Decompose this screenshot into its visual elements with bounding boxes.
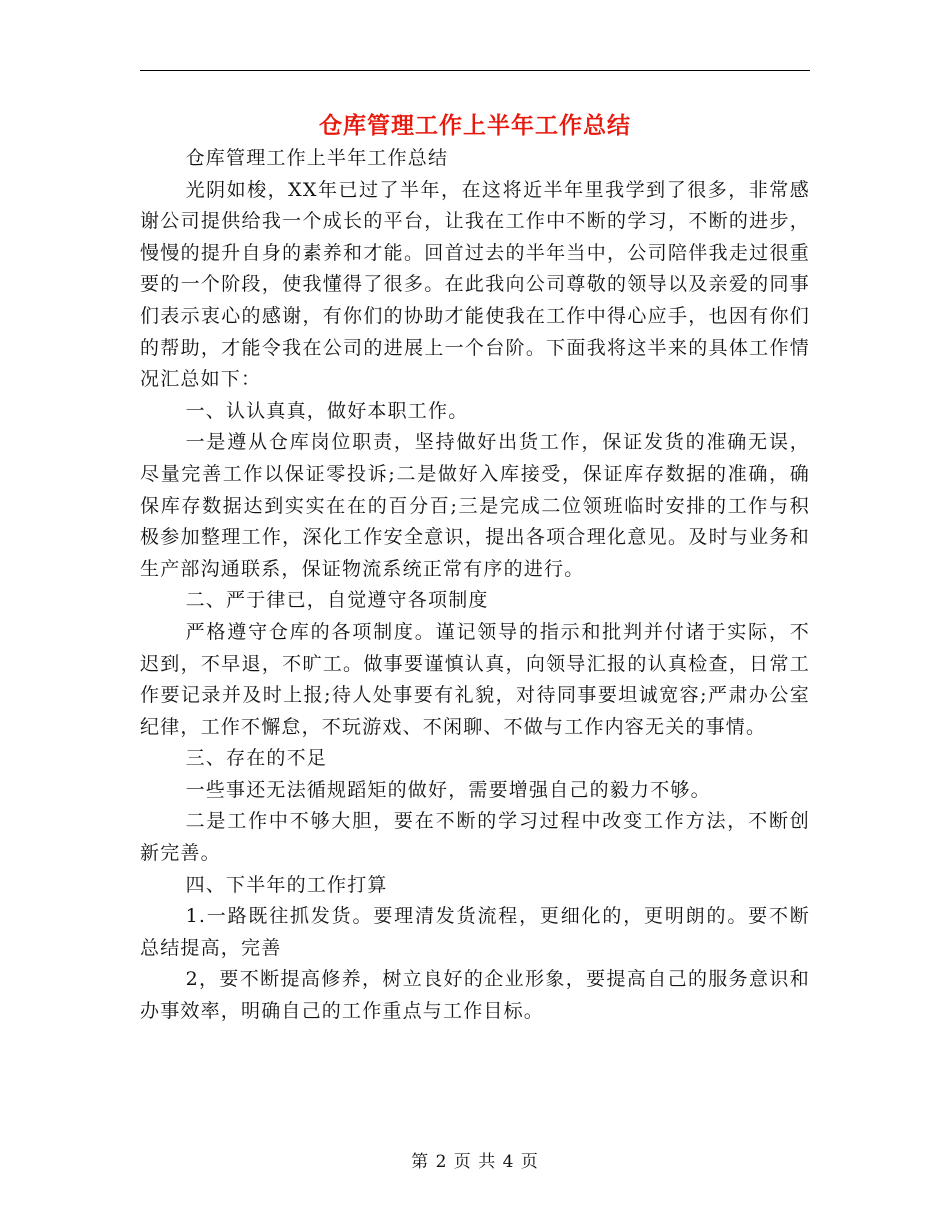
section-heading-4: 四、下半年的工作打算: [185, 873, 388, 896]
document-title: 仓库管理工作上半年工作总结: [319, 112, 631, 139]
section-body-2: 严格遵守仓库的各项制度。谨记领导的指示和批判并付诸于实际，不迟到，不早退，不旷工。做事要谨慎认真，向领导汇报的认真检查，日常工作要记录并及时上报;待人处事要有礼貌，对待同事要坦诚宽容;严肃办公室纪律，工作不懈怠，不玩游戏、不闲聊、不做与工作内容无关的事情。: [140, 620, 810, 738]
section-body-1: 一是遵从仓库岗位职责，坚持做好出货工作，保证发货的准确无误，尽量完善工作以保证零投诉;二是做好入库接受，保证库存数据的准确，确保库存数据达到实实在在的百分百;三是完成二位领班临时安排的工作与积极参加整理工作，深化工作安全意识，提出各项合理化意见。及时与业务和生产部沟通联系，保证物流系统正常有序的进行。: [140, 431, 810, 580]
section-body-3b: 二是工作中不够大胆，要在不断的学习过程中改变工作方法，不断创新完善。: [140, 810, 810, 865]
section-heading-1: 一、认认真真，做好本职工作。: [185, 399, 469, 422]
subtitle-paragraph: 仓库管理工作上半年工作总结: [185, 147, 449, 169]
header-rule: [140, 70, 810, 71]
section-heading-2: 二、严于律已，自觉遵守各项制度: [185, 589, 489, 612]
section-heading-3: 三、存在的不足: [185, 747, 327, 770]
section-body-3a: 一些事还无法循规蹈矩的做好，需要增强自己的毅力不够。: [185, 778, 711, 801]
section-body-4b: 2，要不断提高修养，树立良好的企业形象，要提高自己的服务意识和办事效率，明确自己的工作重点与工作目标。: [140, 968, 810, 1023]
document-body: [140, 143, 810, 1028]
section-body-4a: 1.一路既往抓发货。要理清发货流程，更细化的，更明朗的。要不断总结提高，完善: [140, 905, 810, 959]
intro-paragraph: 光阴如梭，XX年已过了半年，在这将近半年里我学到了很多，非常感谢公司提供给我一个成长的平台，让我在工作中不断的学习，不断的进步，慢慢的提升自身的素养和才能。回首过去的半年当中，公司陪伴我走过很重要的一个阶段，使我懂得了很多。在此我向公司尊敬的领导以及亲爱的同事们表示衷心的感谢，有你们的协助才能使我在工作中得心应手，也因有你们的帮助，才能令我在公司的进展上一个台阶。下面我将这半来的具体工作情况汇总如下：: [140, 178, 810, 391]
page-number-footer: 第 2 页 共 4 页: [411, 1152, 539, 1172]
